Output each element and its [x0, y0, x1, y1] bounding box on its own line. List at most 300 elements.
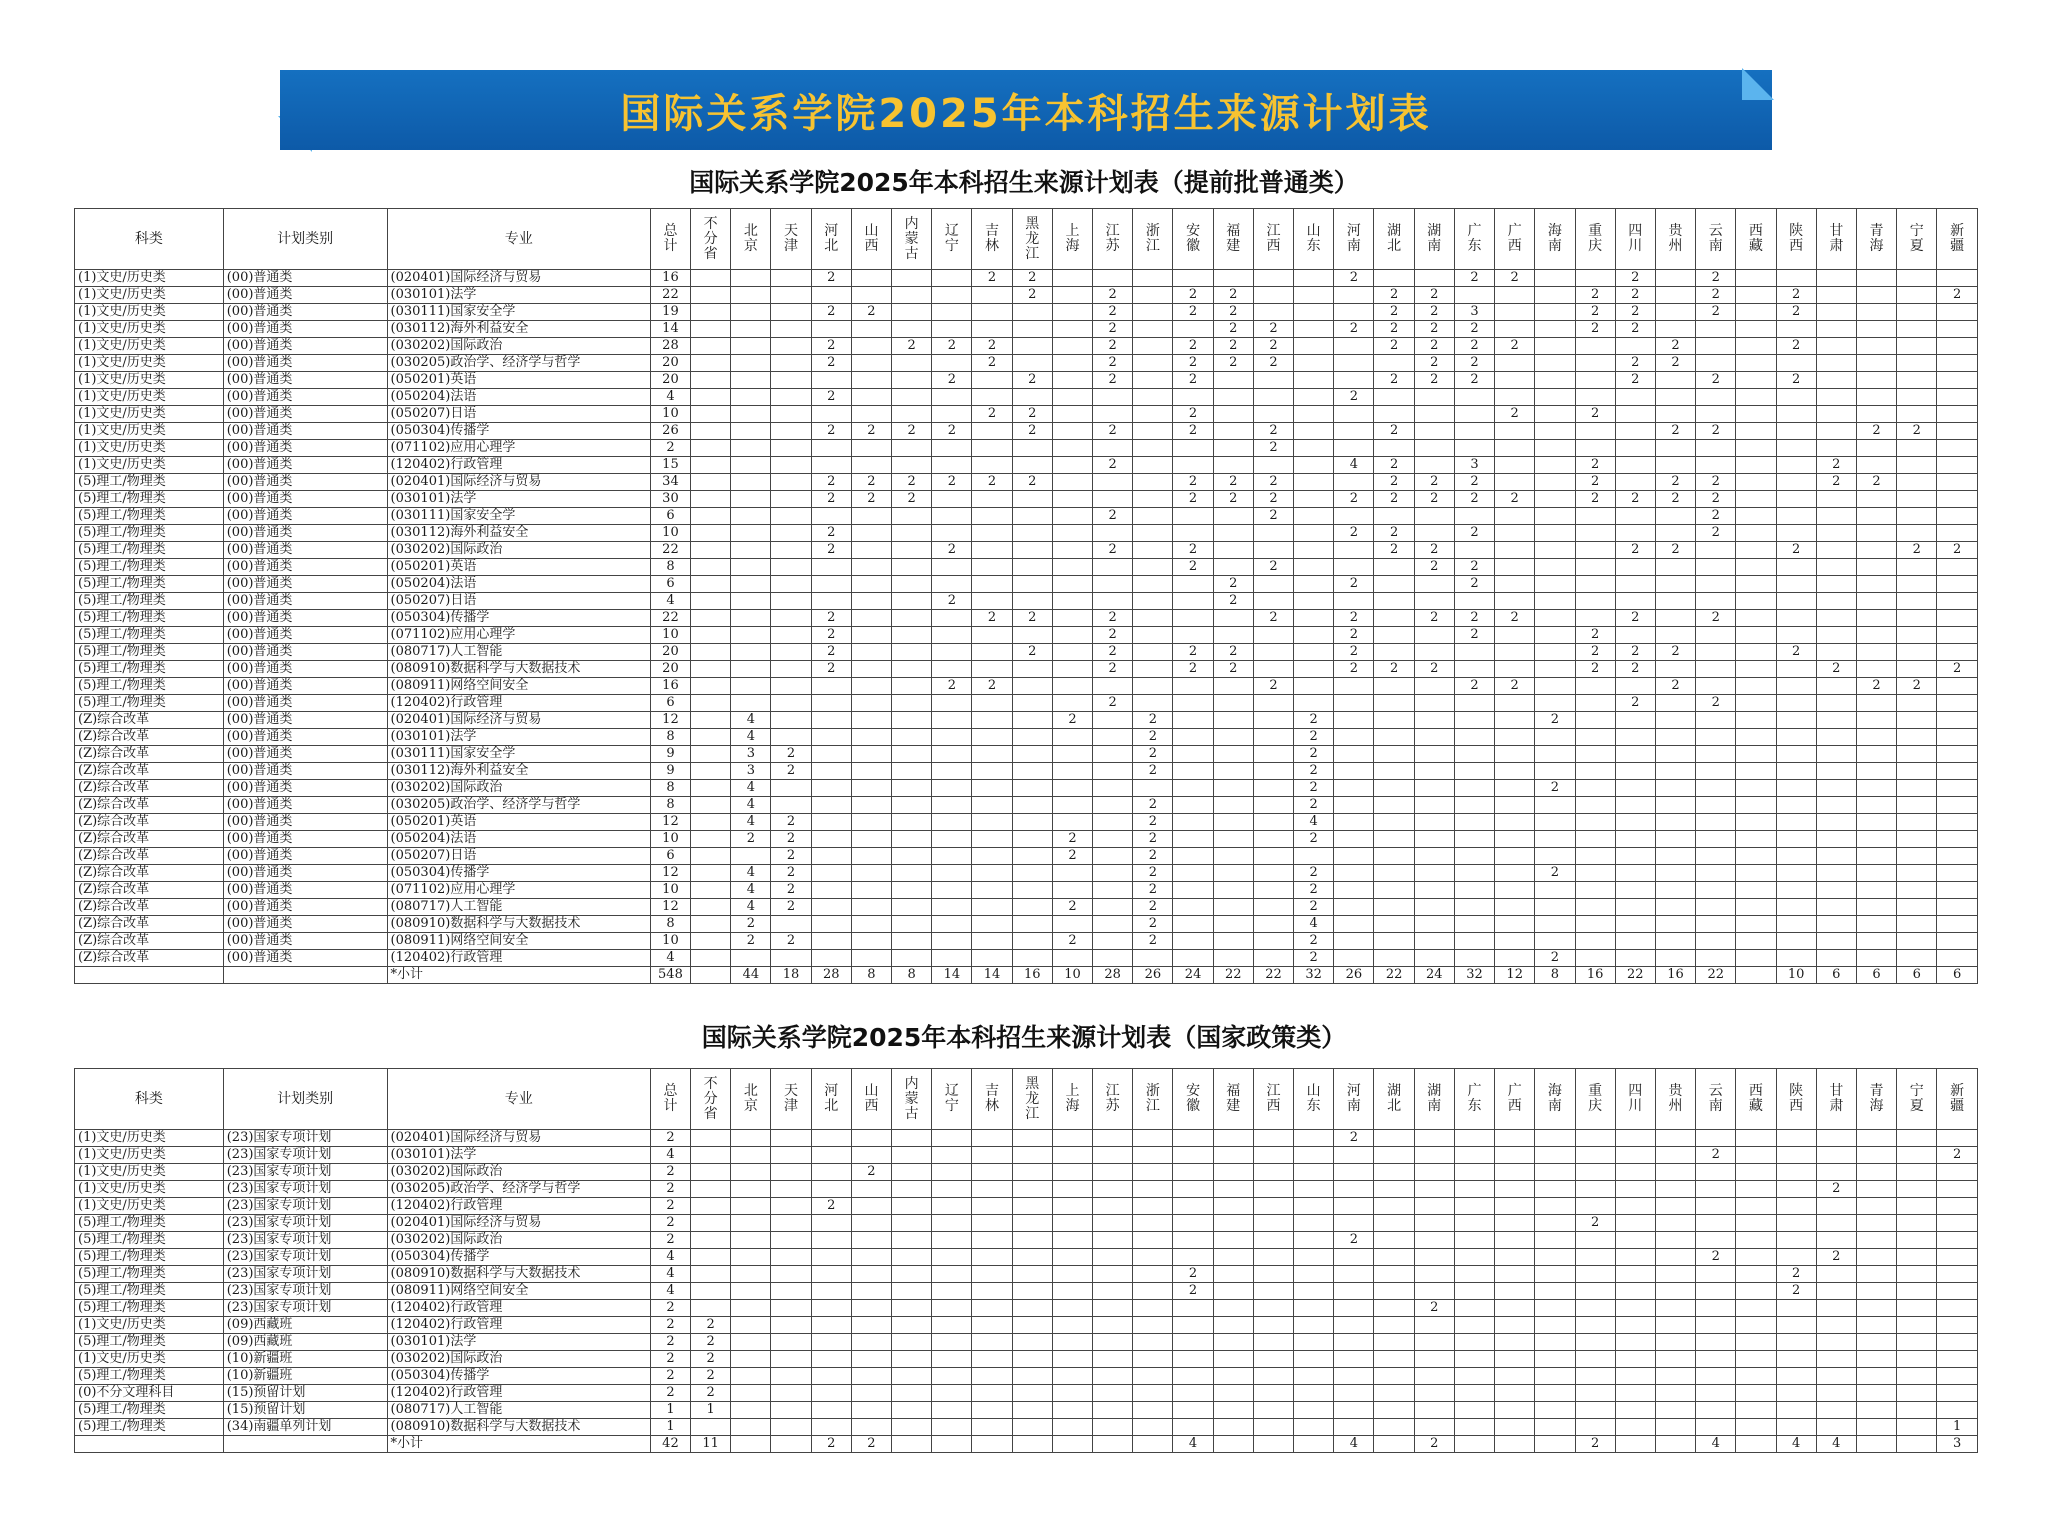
quota-cell: [1334, 916, 1374, 933]
category-cell: (Z)综合改革: [75, 848, 224, 865]
quota-cell: 2: [1454, 372, 1494, 389]
quota-cell: [851, 593, 891, 610]
quota-cell: [1294, 1300, 1334, 1317]
quota-cell: [851, 1283, 891, 1300]
quota-cell: [1052, 321, 1092, 338]
plan-type-cell: (00)普通类: [223, 729, 387, 746]
quota-cell: [851, 899, 891, 916]
banner-bar: [280, 70, 1772, 150]
major-cell: (050201)英语: [387, 559, 650, 576]
total-cell: 34: [650, 474, 690, 491]
quota-cell: [1736, 542, 1776, 559]
quota-cell: [892, 406, 932, 423]
quota-cell: [972, 627, 1012, 644]
category-cell: (1)文史/历史类: [75, 1181, 224, 1198]
quota-cell: [1414, 865, 1454, 882]
quota-cell: [1454, 797, 1494, 814]
quota-cell: [1615, 746, 1655, 763]
quota-cell: [1294, 1198, 1334, 1215]
quota-cell: [892, 814, 932, 831]
quota-cell: [691, 882, 731, 899]
category-cell: (5)理工/物理类: [75, 695, 224, 712]
quota-cell: [1253, 593, 1293, 610]
quota-cell: [771, 1266, 811, 1283]
quota-cell: [932, 1317, 972, 1334]
quota-cell: [691, 797, 731, 814]
quota-cell: [1133, 1300, 1173, 1317]
major-cell: *小计: [387, 967, 650, 984]
quota-cell: 2: [851, 1436, 891, 1453]
quota-cell: [1816, 491, 1856, 508]
quota-cell: [811, 763, 851, 780]
quota-cell: [972, 457, 1012, 474]
quota-cell: [1213, 542, 1253, 559]
quota-cell: [1816, 1351, 1856, 1368]
quota-cell: 2: [1655, 678, 1695, 695]
major-cell: (080910)数据科学与大数据技术: [387, 661, 650, 678]
quota-cell: [1816, 406, 1856, 423]
quota-cell: [1535, 389, 1575, 406]
quota-cell: [1093, 865, 1133, 882]
quota-cell: 26: [1334, 967, 1374, 984]
table-row: [75, 848, 1978, 865]
table-row: [75, 695, 1978, 712]
quota-cell: [691, 389, 731, 406]
quota-cell: 28: [1093, 967, 1133, 984]
quota-cell: 2: [1294, 933, 1334, 950]
quota-cell: [771, 644, 811, 661]
total-cell: 2: [650, 1334, 690, 1351]
quota-cell: 2: [1454, 321, 1494, 338]
quota-cell: [1816, 440, 1856, 457]
quota-cell: [1213, 1198, 1253, 1215]
quota-cell: [1655, 729, 1695, 746]
quota-cell: [972, 950, 1012, 967]
quota-cell: [1736, 406, 1776, 423]
total-cell: 8: [650, 780, 690, 797]
quota-cell: [811, 865, 851, 882]
quota-cell: [771, 661, 811, 678]
quota-cell: [932, 440, 972, 457]
quota-cell: [1535, 1198, 1575, 1215]
quota-cell: [691, 474, 731, 491]
quota-cell: 2: [1213, 287, 1253, 304]
category-cell: (Z)综合改革: [75, 746, 224, 763]
quota-cell: [1897, 440, 1937, 457]
quota-cell: [1615, 899, 1655, 916]
quota-cell: [1655, 593, 1695, 610]
quota-cell: [851, 627, 891, 644]
quota-cell: [1133, 355, 1173, 372]
quota-cell: [731, 491, 771, 508]
quota-cell: 2: [1093, 542, 1133, 559]
quota-cell: [1012, 1198, 1052, 1215]
quota-cell: [1133, 1147, 1173, 1164]
column-header: 计划类别: [223, 1069, 387, 1130]
province-header: 吉林: [972, 209, 1012, 270]
category-cell: (5)理工/物理类: [75, 508, 224, 525]
quota-cell: 22: [1696, 967, 1736, 984]
quota-cell: 2: [771, 899, 811, 916]
quota-cell: [1414, 389, 1454, 406]
quota-cell: [1856, 593, 1896, 610]
quota-cell: [1615, 831, 1655, 848]
quota-cell: [1816, 508, 1856, 525]
quota-cell: 2: [1213, 593, 1253, 610]
quota-cell: 2: [1575, 661, 1615, 678]
quota-cell: [1173, 1215, 1213, 1232]
major-cell: (120402)行政管理: [387, 1198, 650, 1215]
quota-cell: [1776, 763, 1816, 780]
quota-cell: [1133, 1419, 1173, 1436]
quota-cell: 2: [1294, 780, 1334, 797]
quota-cell: [1374, 831, 1414, 848]
quota-cell: [1736, 389, 1776, 406]
quota-cell: [1575, 1334, 1615, 1351]
quota-cell: [1213, 1164, 1253, 1181]
quota-cell: [1776, 865, 1816, 882]
quota-cell: [892, 1130, 932, 1147]
province-header: 湖北: [1374, 1069, 1414, 1130]
quota-cell: [1897, 695, 1937, 712]
category-cell: (1)文史/历史类: [75, 270, 224, 287]
total-cell: 2: [650, 1300, 690, 1317]
quota-cell: 2: [1454, 491, 1494, 508]
quota-cell: [1535, 933, 1575, 950]
quota-cell: [771, 1300, 811, 1317]
quota-cell: [892, 1164, 932, 1181]
major-cell: (050204)法语: [387, 389, 650, 406]
quota-cell: [1736, 661, 1776, 678]
quota-cell: 2: [932, 542, 972, 559]
category-cell: (Z)综合改革: [75, 729, 224, 746]
quota-cell: 2: [811, 270, 851, 287]
quota-cell: [1093, 559, 1133, 576]
total-cell: 22: [650, 542, 690, 559]
quota-cell: [1052, 542, 1092, 559]
quota-cell: [1937, 746, 1978, 763]
quota-cell: 2: [1897, 423, 1937, 440]
quota-cell: [1495, 780, 1535, 797]
quota-cell: [691, 1181, 731, 1198]
quota-cell: [1776, 559, 1816, 576]
column-header: 科类: [75, 209, 224, 270]
quota-cell: [1816, 1198, 1856, 1215]
quota-cell: 2: [691, 1334, 731, 1351]
quota-cell: [1294, 1368, 1334, 1385]
quota-cell: [691, 338, 731, 355]
plan-type-cell: (00)普通类: [223, 695, 387, 712]
quota-cell: [811, 440, 851, 457]
total-cell: 6: [650, 695, 690, 712]
quota-cell: [1294, 1164, 1334, 1181]
quota-cell: [1856, 780, 1896, 797]
quota-cell: [972, 1232, 1012, 1249]
major-cell: (071102)应用心理学: [387, 440, 650, 457]
quota-cell: [932, 712, 972, 729]
quota-cell: [1535, 1419, 1575, 1436]
quota-cell: [1937, 321, 1978, 338]
quota-cell: [1575, 542, 1615, 559]
quota-cell: 2: [1374, 474, 1414, 491]
table-row: [75, 1249, 1978, 1266]
quota-cell: [1495, 627, 1535, 644]
quota-cell: [1937, 865, 1978, 882]
quota-cell: [1696, 814, 1736, 831]
quota-cell: [1897, 797, 1937, 814]
quota-cell: [731, 695, 771, 712]
total-cell: 2: [650, 1215, 690, 1232]
plan-type-cell: (00)普通类: [223, 440, 387, 457]
quota-cell: 2: [1334, 661, 1374, 678]
quota-cell: [1535, 457, 1575, 474]
quota-cell: [1012, 1283, 1052, 1300]
quota-cell: [1334, 763, 1374, 780]
quota-cell: [1173, 1232, 1213, 1249]
quota-cell: [1374, 389, 1414, 406]
quota-cell: 2: [1052, 831, 1092, 848]
plan-type-cell: (00)普通类: [223, 525, 387, 542]
quota-cell: 2: [1454, 576, 1494, 593]
quota-cell: [892, 1317, 932, 1334]
quota-cell: [731, 440, 771, 457]
quota-cell: [1575, 831, 1615, 848]
quota-cell: [1776, 406, 1816, 423]
quota-cell: [1414, 1385, 1454, 1402]
quota-cell: [1696, 355, 1736, 372]
major-cell: (030202)国际政治: [387, 1351, 650, 1368]
quota-cell: 2: [731, 916, 771, 933]
quota-cell: [1495, 933, 1535, 950]
quota-cell: [1655, 270, 1695, 287]
quota-cell: [1535, 406, 1575, 423]
quota-cell: [1012, 933, 1052, 950]
quota-cell: [1615, 678, 1655, 695]
quota-cell: [1736, 338, 1776, 355]
quota-cell: [892, 270, 932, 287]
quota-cell: [1093, 831, 1133, 848]
quota-cell: [892, 610, 932, 627]
quota-cell: [1052, 780, 1092, 797]
quota-cell: [1937, 1351, 1978, 1368]
quota-cell: [1133, 661, 1173, 678]
quota-cell: 2: [1937, 661, 1978, 678]
quota-cell: [771, 1368, 811, 1385]
quota-cell: [1133, 627, 1173, 644]
quota-cell: [1374, 1164, 1414, 1181]
quota-cell: [1655, 1334, 1695, 1351]
quota-cell: [1736, 882, 1776, 899]
quota-cell: [851, 576, 891, 593]
quota-cell: [1334, 1351, 1374, 1368]
category-cell: (Z)综合改革: [75, 831, 224, 848]
quota-cell: [1736, 916, 1776, 933]
province-header: 广西: [1495, 209, 1535, 270]
table-row: [75, 627, 1978, 644]
quota-cell: 18: [771, 967, 811, 984]
quota-cell: [1615, 559, 1655, 576]
quota-cell: [1897, 882, 1937, 899]
quota-cell: [1374, 1215, 1414, 1232]
quota-cell: [1776, 474, 1816, 491]
quota-cell: [1294, 1351, 1334, 1368]
quota-cell: [851, 1181, 891, 1198]
quota-cell: [1495, 423, 1535, 440]
total-cell: 8: [650, 559, 690, 576]
quota-cell: [851, 1317, 891, 1334]
quota-cell: [1535, 593, 1575, 610]
quota-cell: [1856, 1266, 1896, 1283]
quota-cell: [972, 525, 1012, 542]
quota-cell: 4: [1776, 1436, 1816, 1453]
quota-cell: [932, 1164, 972, 1181]
plan-type-cell: (00)普通类: [223, 746, 387, 763]
quota-cell: [1776, 1334, 1816, 1351]
quota-cell: [1374, 593, 1414, 610]
quota-cell: [1454, 916, 1494, 933]
quota-cell: [771, 1283, 811, 1300]
quota-cell: 2: [1374, 338, 1414, 355]
quota-cell: 2: [1133, 831, 1173, 848]
quota-cell: [811, 1266, 851, 1283]
quota-cell: [1776, 1385, 1816, 1402]
quota-cell: [1414, 678, 1454, 695]
quota-cell: [1495, 1198, 1535, 1215]
quota-cell: [1736, 933, 1776, 950]
quota-cell: [1012, 882, 1052, 899]
quota-cell: [1012, 304, 1052, 321]
quota-cell: [1374, 1147, 1414, 1164]
total-cell: 22: [650, 287, 690, 304]
quota-cell: [811, 593, 851, 610]
quota-cell: [1937, 950, 1978, 967]
plan-type-cell: (00)普通类: [223, 338, 387, 355]
quota-cell: [1334, 780, 1374, 797]
province-header: 河南: [1334, 209, 1374, 270]
quota-cell: 2: [1615, 321, 1655, 338]
quota-cell: [972, 1351, 1012, 1368]
quota-cell: [972, 508, 1012, 525]
quota-cell: [1655, 1368, 1695, 1385]
major-cell: (050304)传播学: [387, 865, 650, 882]
quota-cell: [1535, 644, 1575, 661]
quota-cell: [1253, 1266, 1293, 1283]
quota-cell: [1575, 916, 1615, 933]
quota-cell: [851, 1334, 891, 1351]
quota-cell: [1093, 593, 1133, 610]
quota-cell: [932, 610, 972, 627]
quota-cell: [1736, 831, 1776, 848]
quota-cell: 2: [1173, 338, 1213, 355]
quota-cell: 2: [1253, 610, 1293, 627]
table-row: [75, 950, 1978, 967]
quota-cell: [1454, 814, 1494, 831]
quota-cell: [1012, 1317, 1052, 1334]
quota-cell: [1012, 780, 1052, 797]
quota-cell: [771, 1385, 811, 1402]
quota-cell: [1495, 729, 1535, 746]
quota-cell: [1495, 525, 1535, 542]
quota-cell: [972, 1368, 1012, 1385]
quota-cell: [1454, 440, 1494, 457]
plan-type-cell: (23)国家专项计划: [223, 1130, 387, 1147]
quota-cell: [1856, 1130, 1896, 1147]
quota-cell: [1696, 1402, 1736, 1419]
quota-cell: [1816, 1266, 1856, 1283]
quota-cell: [1816, 1419, 1856, 1436]
quota-cell: [1615, 440, 1655, 457]
quota-cell: [851, 1351, 891, 1368]
quota-cell: [1093, 1198, 1133, 1215]
table-row: [75, 1266, 1978, 1283]
quota-cell: [1776, 1232, 1816, 1249]
quota-cell: [691, 661, 731, 678]
quota-cell: [1334, 1283, 1374, 1300]
quota-cell: [1012, 763, 1052, 780]
quota-cell: [1736, 678, 1776, 695]
quota-cell: [1294, 1283, 1334, 1300]
quota-cell: [972, 916, 1012, 933]
quota-cell: [771, 389, 811, 406]
quota-cell: [811, 1351, 851, 1368]
quota-cell: 4: [731, 797, 771, 814]
quota-cell: [1253, 695, 1293, 712]
quota-cell: [1052, 1198, 1092, 1215]
quota-cell: 2: [1093, 372, 1133, 389]
quota-cell: 2: [1696, 372, 1736, 389]
quota-cell: [1856, 1334, 1896, 1351]
quota-cell: [1856, 814, 1896, 831]
quota-cell: [1454, 712, 1494, 729]
quota-cell: [1414, 848, 1454, 865]
quota-cell: [1615, 712, 1655, 729]
quota-cell: [1696, 338, 1736, 355]
quota-cell: [1374, 1402, 1414, 1419]
quota-cell: 2: [1454, 627, 1494, 644]
quota-cell: [1012, 797, 1052, 814]
category-cell: (5)理工/物理类: [75, 644, 224, 661]
category-cell: (1)文史/历史类: [75, 304, 224, 321]
province-header: 福建: [1213, 209, 1253, 270]
quota-cell: [1937, 780, 1978, 797]
quota-cell: 2: [811, 1436, 851, 1453]
quota-cell: [1816, 389, 1856, 406]
quota-cell: [1414, 1130, 1454, 1147]
quota-cell: [1052, 678, 1092, 695]
quota-cell: 22: [1374, 967, 1414, 984]
quota-cell: [1093, 916, 1133, 933]
quota-cell: [1213, 1436, 1253, 1453]
quota-cell: 2: [1133, 916, 1173, 933]
quota-cell: [1213, 933, 1253, 950]
quota-cell: [1856, 1232, 1896, 1249]
quota-cell: [1897, 1334, 1937, 1351]
plan-type-cell: (00)普通类: [223, 933, 387, 950]
quota-cell: [1535, 491, 1575, 508]
quota-cell: [731, 610, 771, 627]
quota-cell: 2: [1776, 542, 1816, 559]
quota-cell: [851, 933, 891, 950]
quota-cell: [1414, 729, 1454, 746]
quota-cell: [972, 1181, 1012, 1198]
quota-cell: [1052, 270, 1092, 287]
category-cell: (1)文史/历史类: [75, 372, 224, 389]
quota-cell: [811, 814, 851, 831]
quota-cell: [1213, 389, 1253, 406]
quota-cell: [1856, 338, 1896, 355]
quota-cell: 2: [1495, 678, 1535, 695]
quota-cell: [731, 661, 771, 678]
